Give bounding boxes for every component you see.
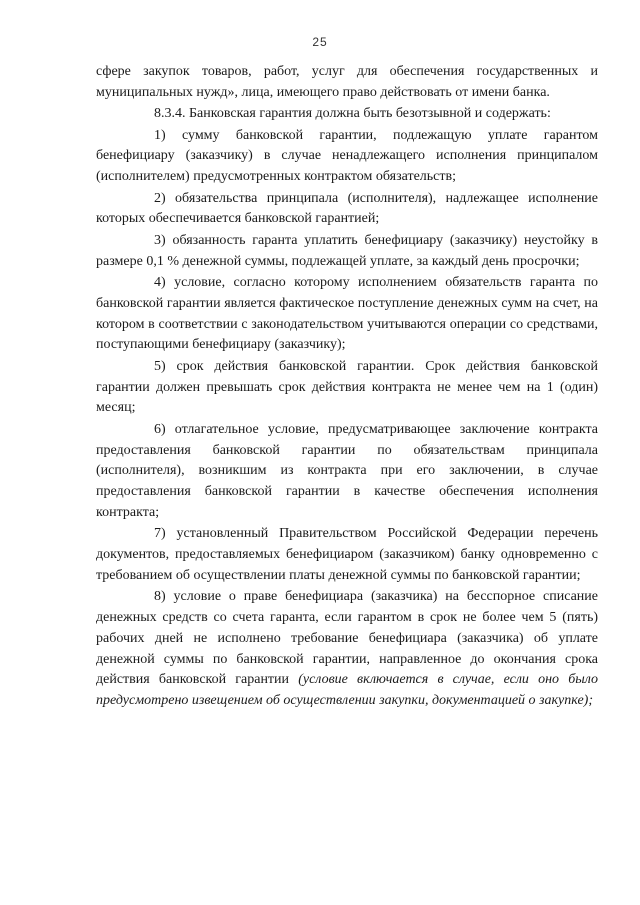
intro-paragraph: сфере закупок товаров, работ, услуг для обеспечения государственных и муниципальных нужд», лица, имеющего право действовать от имени банка. [96,64,598,100]
page-number: 25 [312,35,328,49]
list-item-2: 2) обязательства принципала (исполнителя), надлежащее исполнение которых обеспечивается банковской гарантией; [96,190,598,227]
list-item-6: 6) отлагательное условие, предусматривающее заключение контракта предоставления банковской гарантии по обязательствам принципала (исполнителя), возникшим из контракта при его заключении, в случае предоставления банковской гарантии в качестве обеспечения исполнения контракта; [96,421,598,520]
list-item-4: 4) условие, согласно которому исполнением обязательств гаранта по банковской гарантии является фактическое поступление денежных сумм на счет, на котором в соответствии с законодательством учитываются операции со средствами, поступающими бенефициару (заказчику); [96,274,598,353]
clause-heading: 8.3.4. Банковская гарантия должна быть безотзывной и содержать: [154,106,551,122]
list-item-5: 5) срок действия банковской гарантии. Срок действия банковской гарантии должен превышать срок действия контракта не менее чем на 1 (один) месяц; [96,358,598,416]
list-item-8-note: (условие включается в случае, если оно было предусмотрено извещением об осуществлении закупки, документацией о закупке); [96,672,598,709]
list-item-7: 7) установленный Правительством Российской Федерации перечень документов, предоставляемых бенефициаром (заказчиком) банку одновременно с требованием об осуществлении платы денежной суммы по банковской гарантии; [96,526,598,583]
list-item-3: 3) обязанность гаранта уплатить бенефициару (заказчику) неустойку в размере 0,1 % денежной суммы, подлежащей уплате, за каждый день просрочки; [96,232,598,269]
document-body [96,62,598,712]
list-item-1: 1) сумму банковской гарантии, подлежащую уплате гарантом бенефициару (заказчику) в случае ненадлежащего исполнения принципалом (исполнителем) предусмотренных контрактом обязательств; [96,127,598,185]
list-item-8 [96,587,598,712]
list-item-8-text: 8) условие о праве бенефициара (заказчика) на бесспорное списание денежных средств со счета гаранта, если гарантом в срок не более чем 5 (пять) рабочих дней не исполнено требование бенефициара (заказчика) об уплате денежной суммы по банковской гарантии, направленное до окончания срока действия банковской гарантии [96,589,598,688]
